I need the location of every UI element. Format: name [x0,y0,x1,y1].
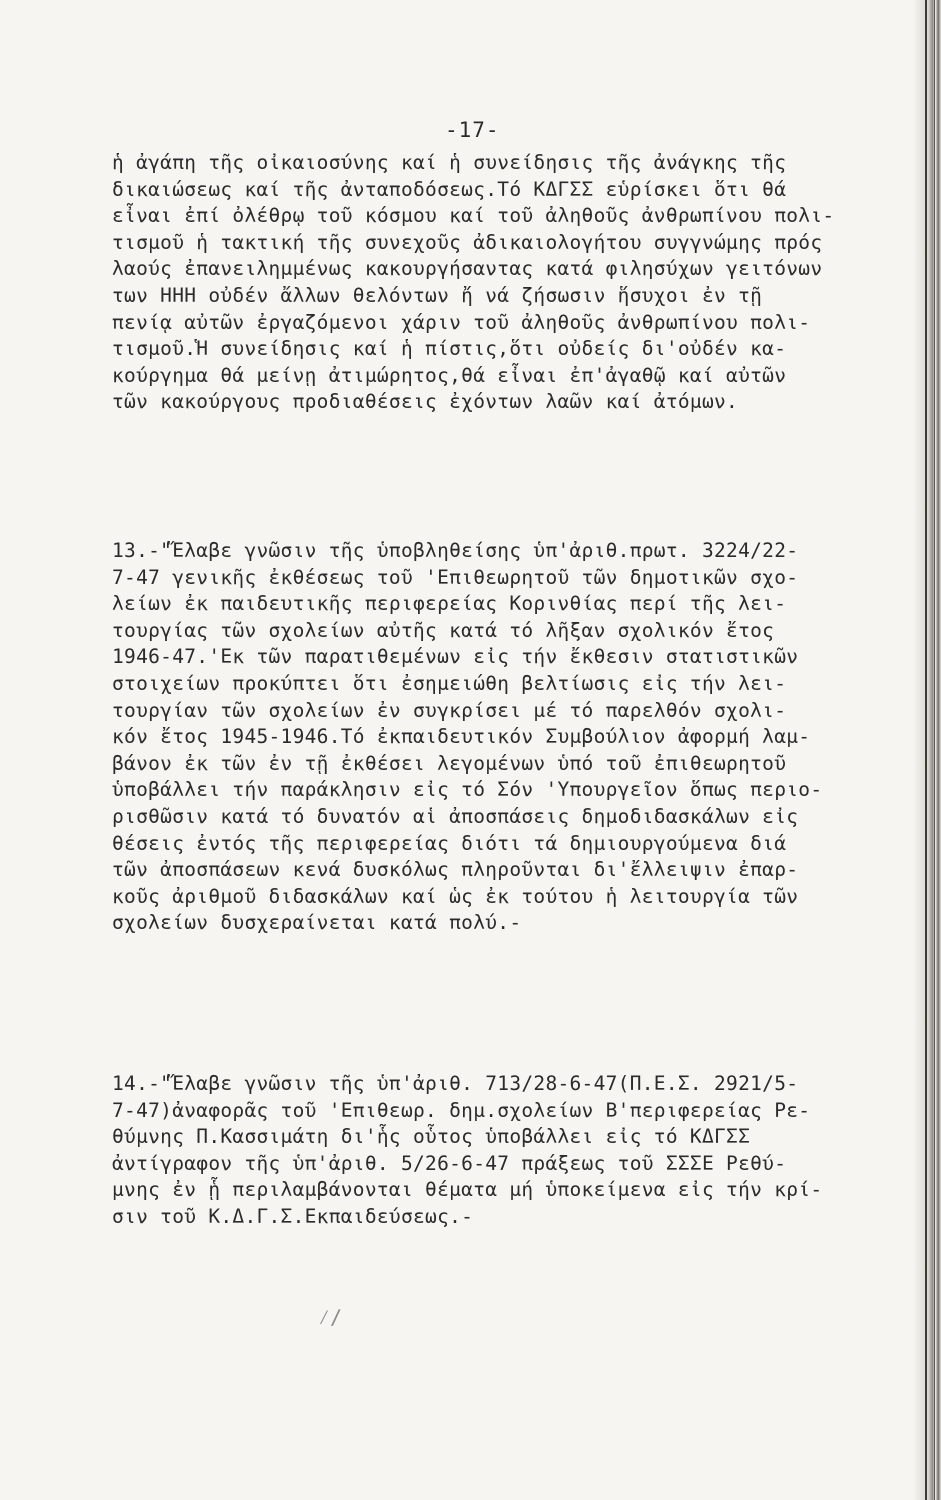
text-line: δικαιώσεως καί τῆς ἀνταποδόσεως.Τό ΚΔΓΣΣ εὑρίσκει ὅτι θά [112,177,787,201]
text-line: τισμοῦ ἡ τακτική τῆς συνεχοῦς ἀδικαιολογήτου συγγνώμης πρός [112,230,823,254]
text-line: θύμνης Π.Κασσιμάτη δι'ἧς οὗτος ὑποβάλλει εἰς τό ΚΔΓΣΣ [112,1125,751,1149]
text-line: θέσεις ἐντός τῆς περιφερείας διότι τά δημιουργούμενα διά [112,831,787,855]
text-line: εἶναι ἐπί ὀλέθρῳ τοῦ κόσμου καί τοῦ ἀληθοῦς ἀνθρωπίνου πολι- [112,204,835,228]
text-line: τουργίας τῶν σχολείων αὐτῆς κατά τό λῆξαν σχολικόν ἔτος [112,618,775,642]
text-line: τῶν ἀποσπάσεων κενά δυσκόλως πληροῦνται δι'ἔλλειψιν ἐπαρ- [112,858,799,882]
text-line: 1946-47.'Εκ τῶν παρατιθεμένων εἰς τήν ἔκθεσιν στατιστικῶν [112,645,799,669]
paragraph-item-13 [112,538,902,937]
text-line: 7-47)ἀναφορᾶς τοῦ 'Επιθεωρ. δημ.σχολείων Β'περιφερείας Ρε- [112,1098,811,1122]
text-line: τισμοῦ.Ἡ συνείδησις καί ἡ πίστις,ὅτι οὐδείς δι'οὐδέν κα- [112,337,787,361]
text-line: σιν τοῦ Κ.Δ.Γ.Σ.Εκπαιδεύσεως.- [112,1204,474,1228]
page-edge-line [934,0,935,1500]
text-line: τουργίαν τῶν σχολείων ἐν συγκρίσει μέ τό παρελθόν σχολι- [112,698,787,722]
text-line: ὑποβάλλει τήν παράκλησιν εἰς τό Σόν 'Υπουργεῖον ὅπως περιο- [112,778,823,802]
text-line: στοιχείων προκύπτει ὅτι ἐσημειώθη βελτίωσις εἰς τήν λει- [112,671,787,695]
text-line: 14.-"Ἔλαβε γνῶσιν τῆς ὑπ'ἀριθ. 713/28-6-47(Π.Ε.Σ. 2921/5- [112,1072,799,1095]
text-line: των ΗΗΗ οὐδέν ἄλλων θελόντων ἤ νά ζήσωσιν ἥσυχοι ἐν τῇ [112,283,763,307]
paragraph-item-14 [112,1071,902,1231]
text-line: ρισθῶσιν κατά τό δυνατόν αἱ ἀποσπάσεις δημοδιδασκάλων εἰς [112,804,799,828]
text-line: ἀντίγραφον τῆς ὑπ'ἀριθ. 5/26-6-47 πράξεως τοῦ ΣΣΣΕ Ρεθύ- [112,1151,787,1175]
text-line: σχολείων δυσχεραίνεται κατά πολύ.- [112,911,522,935]
text-line: 7-47 γενικῆς ἐκθέσεως τοῦ 'Επιθεωρητοῦ τῶν δημοτικῶν σχο- [112,565,799,589]
page-number: -17- [445,118,500,142]
text-line: 13.-"Ἔλαβε γνῶσιν τῆς ὑποβληθείσης ὑπ'ἀριθ.πρωτ. 3224/22- [112,539,799,562]
pencil-mark: ⁄∕ [318,1305,343,1329]
text-line: πενίᾳ αὐτῶν ἐργαζόμενοι χάριν τοῦ ἀληθοῦς ἀνθρωπίνου πολι- [112,310,811,334]
text-line: κοῦς ἀριθμοῦ διδασκάλων καί ὡς ἐκ τούτου ἡ λειτουργία τῶν [112,884,799,908]
page-edge-line [925,0,927,1500]
paragraph-continuation [112,150,902,416]
text-line: βάνον ἐκ τῶν ἐν τῇ ἐκθέσει λεγομένων ὑπό τοῦ ἐπιθεωρητοῦ [112,751,787,775]
text-line: ἡ ἀγάπη τῆς οἰκαιοσύνης καί ἡ συνείδησις τῆς ἀνάγκης τῆς [112,151,787,174]
text-line: λαούς ἐπανειλημμένως κακουργήσαντας κατά φιλησύχων γειτόνων [112,257,823,281]
text-line: κόν ἔτος 1945-1946.Τό ἐκπαιδευτικόν Συμβούλιον ἀφορμή λαμ- [112,725,811,749]
text-line: τῶν κακούργους προδιαθέσεις ἐχόντων λαῶν καί ἀτόμων. [112,390,739,414]
text-line: κούργημα θά μείνῃ ἀτιμώρητος,θά εἶναι ἐπ'ἀγαθῷ καί αὐτῶν [112,363,787,387]
page-edge-shadow [913,0,941,1500]
text-line: λείων ἐκ παιδευτικῆς περιφερείας Κορινθίας περί τῆς λει- [112,592,787,616]
text-line: μνης ἐν ᾗ περιλαμβάνονται θέματα μή ὑποκείμενα εἰς τήν κρί- [112,1178,823,1202]
